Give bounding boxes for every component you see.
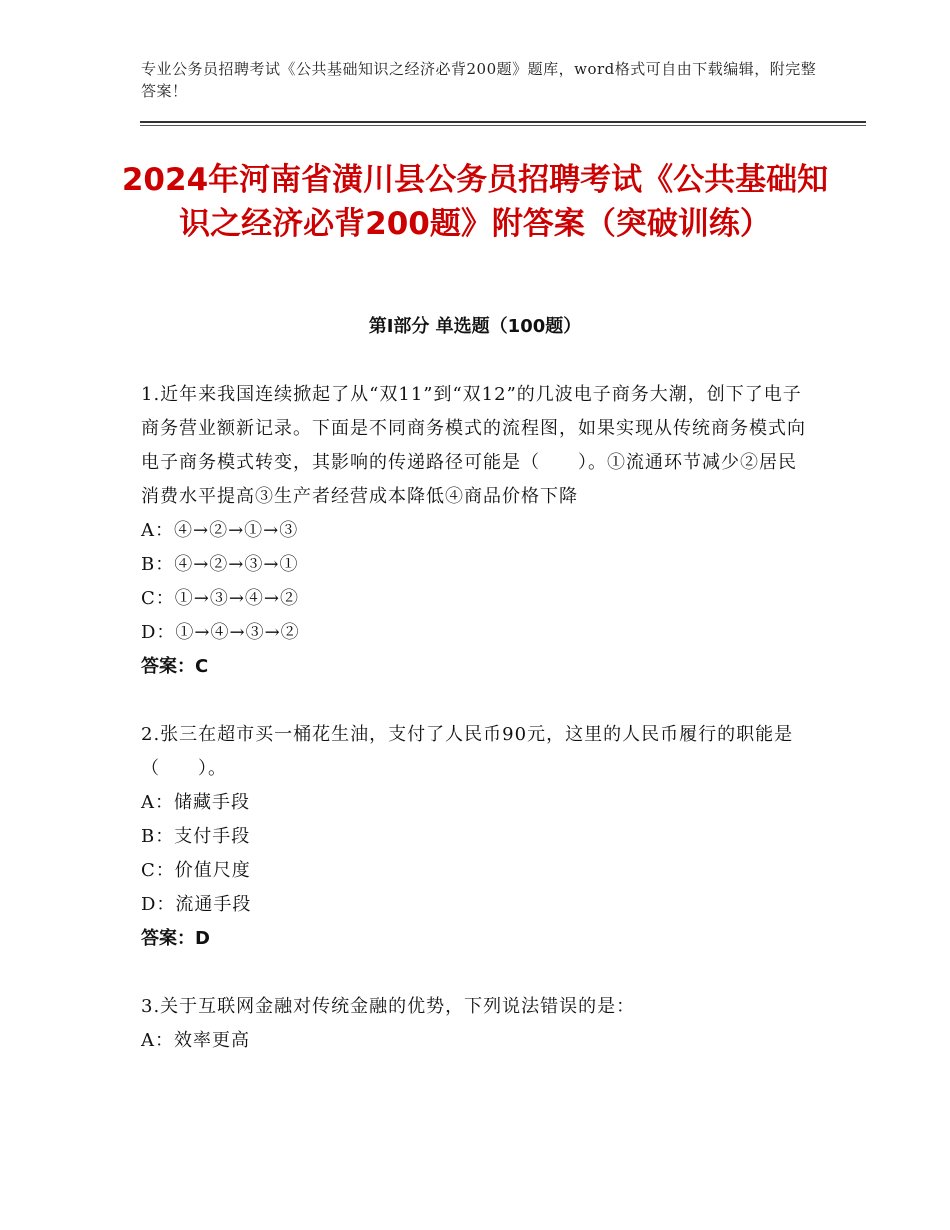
question-stem: 2.张三在超市买一桶花生油，支付了人民币90元，这里的人民币履行的职能是（ ）。 — [141, 724, 794, 779]
option-d: D：①→④→③→② — [141, 622, 300, 643]
question-3 — [141, 990, 811, 1058]
section-heading: 第Ⅰ部分 单选题（100题） — [368, 316, 582, 337]
question-list — [141, 378, 811, 1092]
option-d: D：流通手段 — [141, 894, 252, 915]
header-divider — [140, 121, 866, 123]
answer: 答案：C — [141, 656, 209, 677]
option-c: C：价值尺度 — [141, 860, 251, 881]
option-b: B：支付手段 — [141, 826, 251, 847]
document-title: 2024年河南省潢川县公务员招聘考试《公共基础知识之经济必背200题》附答案（突破训练） — [121, 162, 829, 242]
option-a: A：④→②→①→③ — [141, 520, 299, 541]
option-a: A：储藏手段 — [141, 792, 250, 813]
question-2 — [141, 718, 811, 956]
option-b: B：④→②→③→① — [141, 554, 299, 575]
question-1 — [141, 378, 811, 684]
option-a: A：效率更高 — [141, 1030, 250, 1051]
question-stem: 3.关于互联网金融对传统金融的优势，下列说法错误的是： — [141, 996, 636, 1017]
option-c: C：①→③→④→② — [141, 588, 300, 609]
header-note: 专业公务员招聘考试《公共基础知识之经济必背200题》题库，word格式可自由下载编辑，附完整答案！ — [141, 60, 817, 100]
header-divider-thin — [140, 125, 866, 126]
question-stem: 1.近年来我国连续掀起了从“双11”到“双12”的几波电子商务大潮，创下了电子商务营业额新记录。下面是不同商务模式的流程图，如果实现从传统商务模式向电子商务模式转变，其影响的传递路径可能是（ ）。①流通环节减少②居民消费水平提高③生产者经营成本降低④商品价格下降 — [141, 384, 806, 507]
answer: 答案：D — [141, 928, 210, 949]
